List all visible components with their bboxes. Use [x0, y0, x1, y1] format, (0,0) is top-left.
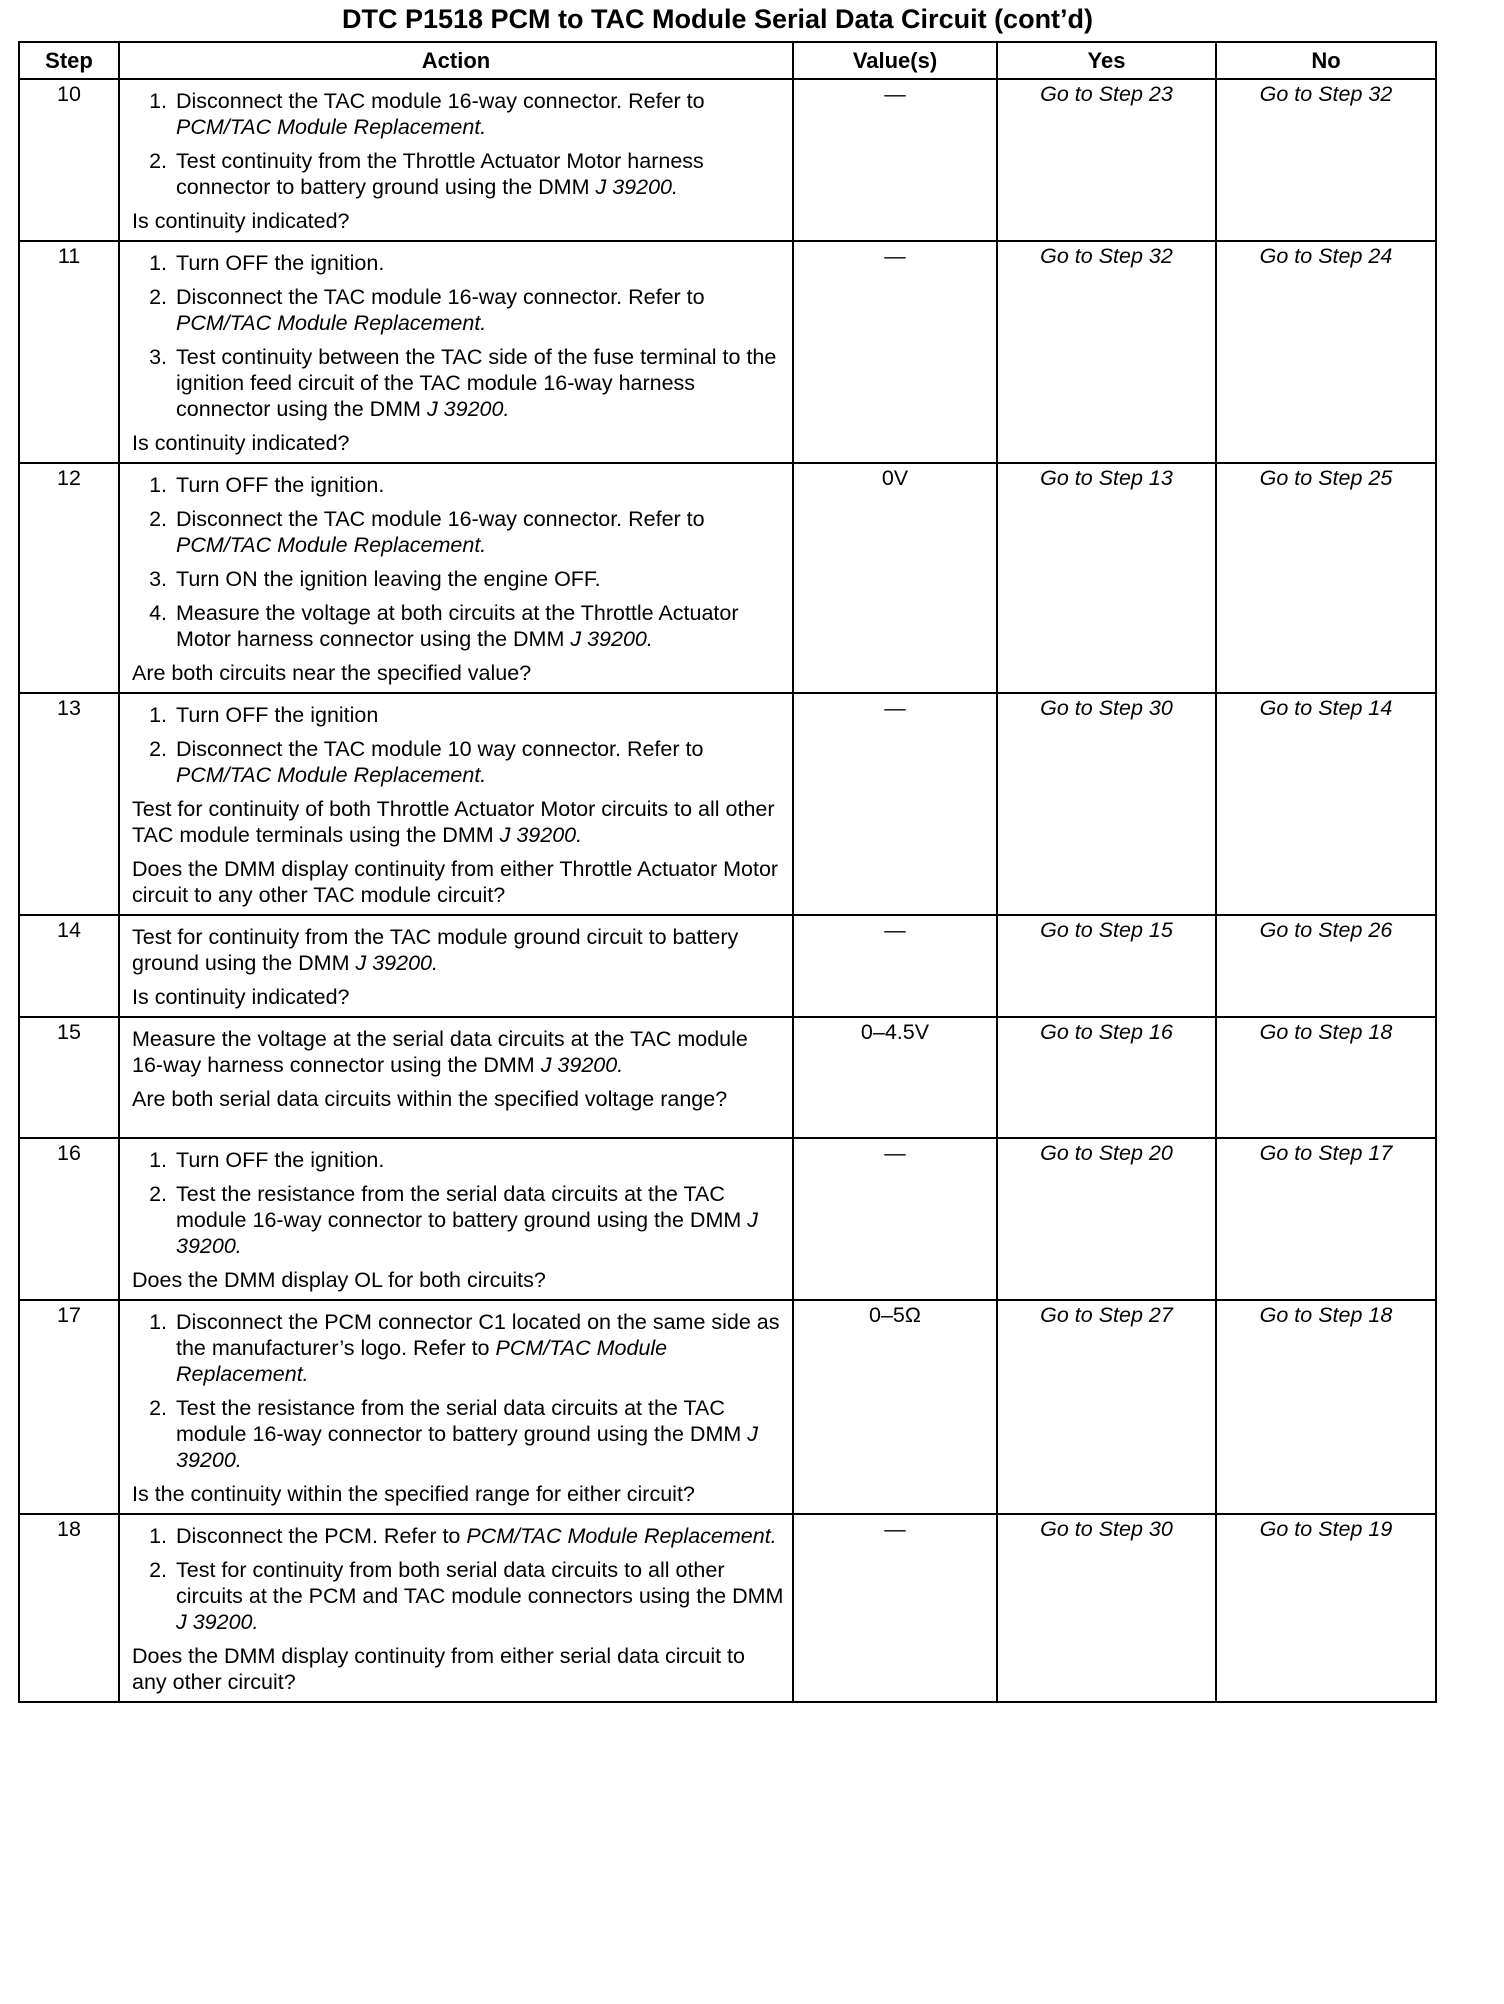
action-list-item [132, 1395, 784, 1473]
action-list-item [132, 148, 784, 200]
step-number: 12 [19, 463, 119, 693]
table-row [19, 1138, 1436, 1300]
action-cell [119, 241, 793, 463]
list-number: 1. [149, 89, 167, 113]
list-number: 2. [149, 149, 167, 173]
step-number: 11 [19, 241, 119, 463]
reference-text: PCM/TAC Module Replacement. [176, 763, 487, 787]
no-outcome: Go to Step 18 [1216, 1300, 1436, 1514]
list-text [176, 736, 784, 788]
action-cell [119, 1300, 793, 1514]
list-text [176, 472, 784, 498]
action-question: Does the DMM display OL for both circuits? [132, 1268, 546, 1292]
step-number: 14 [19, 915, 119, 1017]
table-row [19, 915, 1436, 1017]
list-number: 2. [149, 1182, 167, 1206]
yes-outcome: Go to Step 16 [997, 1017, 1216, 1138]
step-number: 17 [19, 1300, 119, 1514]
list-text [176, 566, 784, 592]
list-text [176, 1523, 784, 1549]
list-text [176, 506, 784, 558]
action-text: Measure the voltage at the serial data circuits at the TAC module 16-way harness connector using the DMM [132, 1027, 748, 1077]
action-paragraph [132, 924, 784, 976]
action-question: Are both circuits near the specified value? [132, 661, 532, 685]
action-cell [119, 1017, 793, 1138]
table-row [19, 1300, 1436, 1514]
list-number: 3. [149, 345, 167, 369]
no-outcome: Go to Step 18 [1216, 1017, 1436, 1138]
reference-text: J 39200. [355, 951, 438, 975]
action-question: Is continuity indicated? [132, 985, 350, 1009]
table-row [19, 79, 1436, 241]
no-outcome: Go to Step 25 [1216, 463, 1436, 693]
table-header-row [19, 42, 1436, 79]
action-text: Turn OFF the ignition. [176, 1148, 385, 1172]
action-question: Is continuity indicated? [132, 209, 350, 233]
list-number: 2. [149, 285, 167, 309]
value-cell: 0–4.5V [793, 1017, 997, 1138]
action-question: Does the DMM display continuity from either Throttle Actuator Motor circuit to any other TAC module circuit? [132, 857, 779, 907]
list-number: 4. [149, 601, 167, 625]
header-values: Value(s) [793, 42, 997, 79]
action-text: Turn OFF the ignition [176, 703, 379, 727]
list-text [176, 344, 784, 422]
action-cell [119, 915, 793, 1017]
action-question: Is the continuity within the specified range for either circuit? [132, 1482, 695, 1506]
list-text [176, 250, 784, 276]
action-text: Test the resistance from the serial data circuits at the TAC module 16-way connector to battery ground using the DMM [176, 1396, 748, 1446]
step-number: 13 [19, 693, 119, 915]
table-row [19, 1017, 1436, 1138]
reference-text: J 39200. [176, 1610, 259, 1634]
action-list-item [132, 1181, 784, 1259]
action-list-item [132, 1309, 784, 1387]
list-number: 1. [149, 251, 167, 275]
action-question: Is continuity indicated? [132, 431, 350, 455]
header-no: No [1216, 42, 1436, 79]
diagnostic-table [18, 41, 1437, 1703]
reference-text: PCM/TAC Module Replacement. [176, 533, 487, 557]
list-number: 1. [149, 1310, 167, 1334]
table-row [19, 463, 1436, 693]
action-text: Test for continuity from both serial data circuits to all other circuits at the PCM and TAC module connectors using the DMM [176, 1558, 784, 1608]
action-paragraph [132, 1026, 784, 1078]
list-text [176, 284, 784, 336]
step-number: 18 [19, 1514, 119, 1702]
action-list-item [132, 1147, 784, 1173]
step-number: 10 [19, 79, 119, 241]
reference-text: J 39200. [540, 1053, 624, 1077]
reference-text: PCM/TAC Module Replacement. [176, 115, 487, 139]
reference-text: J 39200. [570, 627, 653, 651]
action-paragraph [132, 796, 784, 848]
reference-text: J 39200. [426, 397, 510, 421]
list-number: 1. [149, 1524, 167, 1548]
list-text [176, 148, 784, 200]
action-text: Test for continuity of both Throttle Actuator Motor circuits to all other TAC module terminals using the DMM [132, 797, 775, 847]
action-text: Turn ON the ignition leaving the engine OFF. [176, 567, 601, 591]
action-cell [119, 463, 793, 693]
value-cell: — [793, 79, 997, 241]
value-cell: — [793, 693, 997, 915]
list-text [176, 1181, 784, 1259]
action-text: Disconnect the TAC module 16-way connector. Refer to [176, 285, 705, 309]
action-list-item [132, 344, 784, 422]
list-number: 2. [149, 1396, 167, 1420]
page-title: DTC P1518 PCM to TAC Module Serial Data Circuit (cont’d) [341, 4, 1094, 34]
action-question: Does the DMM display continuity from either serial data circuit to any other circuit? [132, 1644, 745, 1694]
step-number: 15 [19, 1017, 119, 1138]
list-number: 1. [149, 1148, 167, 1172]
list-text [176, 702, 784, 728]
no-outcome: Go to Step 17 [1216, 1138, 1436, 1300]
value-cell: 0–5Ω [793, 1300, 997, 1514]
action-cell [119, 693, 793, 915]
value-cell: — [793, 915, 997, 1017]
list-text [176, 1557, 784, 1635]
yes-outcome: Go to Step 20 [997, 1138, 1216, 1300]
action-text: Test the resistance from the serial data circuits at the TAC module 16-way connector to battery ground using the DMM [176, 1182, 748, 1232]
no-outcome: Go to Step 24 [1216, 241, 1436, 463]
action-list-item [132, 88, 784, 140]
action-list-item [132, 702, 784, 728]
list-text [176, 600, 784, 652]
action-list-item [132, 250, 784, 276]
action-list-item [132, 284, 784, 336]
action-text: Disconnect the TAC module 16-way connector. Refer to [176, 507, 705, 531]
list-number: 1. [149, 703, 167, 727]
action-text: Measure the voltage at both circuits at the Throttle Actuator Motor harness connector using the DMM [176, 601, 739, 651]
action-list-item [132, 1557, 784, 1635]
header-yes: Yes [997, 42, 1216, 79]
list-text [176, 88, 784, 140]
action-list-item [132, 600, 784, 652]
header-step: Step [19, 42, 119, 79]
table-row [19, 1514, 1436, 1702]
value-cell: — [793, 1514, 997, 1702]
action-text: Turn OFF the ignition. [176, 251, 385, 275]
action-cell [119, 1514, 793, 1702]
value-cell: — [793, 1138, 997, 1300]
yes-outcome: Go to Step 27 [997, 1300, 1216, 1514]
action-list-item [132, 736, 784, 788]
list-text [176, 1309, 784, 1387]
reference-text: J 39200. [176, 1422, 758, 1472]
yes-outcome: Go to Step 23 [997, 79, 1216, 241]
reference-text: PCM/TAC Module Replacement. [466, 1524, 777, 1548]
list-number: 1. [149, 473, 167, 497]
action-cell [119, 79, 793, 241]
reference-text: PCM/TAC Module Replacement. [176, 1336, 668, 1386]
reference-text: J 39200. [595, 175, 678, 199]
list-text [176, 1395, 784, 1473]
value-cell: — [793, 241, 997, 463]
action-text: Test for continuity from the TAC module ground circuit to battery ground using the DMM [132, 925, 739, 975]
table-row [19, 693, 1436, 915]
list-number: 2. [149, 1558, 167, 1582]
action-text: Test continuity from the Throttle Actuator Motor harness connector to battery ground using the DMM [176, 149, 704, 199]
action-text: Disconnect the TAC module 16-way connector. Refer to [176, 89, 705, 113]
yes-outcome: Go to Step 30 [997, 1514, 1216, 1702]
reference-text: J 39200. [499, 823, 583, 847]
yes-outcome: Go to Step 13 [997, 463, 1216, 693]
action-list-item [132, 506, 784, 558]
action-text: Disconnect the PCM connector C1 located on the same side as the manufacturer’s logo. Refer to [176, 1310, 780, 1360]
action-list-item [132, 566, 784, 592]
step-number: 16 [19, 1138, 119, 1300]
action-text: Disconnect the PCM. Refer to [176, 1524, 467, 1548]
action-text: Turn OFF the ignition. [176, 473, 385, 497]
header-action: Action [119, 42, 793, 79]
action-cell [119, 1138, 793, 1300]
action-text: Disconnect the TAC module 10 way connector. Refer to [176, 737, 704, 761]
reference-text: J 39200. [176, 1208, 758, 1258]
no-outcome: Go to Step 14 [1216, 693, 1436, 915]
list-number: 2. [149, 737, 167, 761]
no-outcome: Go to Step 32 [1216, 79, 1436, 241]
action-list-item [132, 1523, 784, 1549]
value-cell: 0V [793, 463, 997, 693]
yes-outcome: Go to Step 30 [997, 693, 1216, 915]
list-number: 2. [149, 507, 167, 531]
action-text: Test continuity between the TAC side of the fuse terminal to the ignition feed circuit of the TAC module 16-way harness connector using the DMM [176, 345, 777, 421]
list-text [176, 1147, 784, 1173]
action-question: Are both serial data circuits within the specified voltage range? [132, 1087, 728, 1111]
list-number: 3. [149, 567, 167, 591]
no-outcome: Go to Step 19 [1216, 1514, 1436, 1702]
reference-text: PCM/TAC Module Replacement. [176, 311, 487, 335]
table-row [19, 241, 1436, 463]
no-outcome: Go to Step 26 [1216, 915, 1436, 1017]
yes-outcome: Go to Step 32 [997, 241, 1216, 463]
action-list-item [132, 472, 784, 498]
yes-outcome: Go to Step 15 [997, 915, 1216, 1017]
